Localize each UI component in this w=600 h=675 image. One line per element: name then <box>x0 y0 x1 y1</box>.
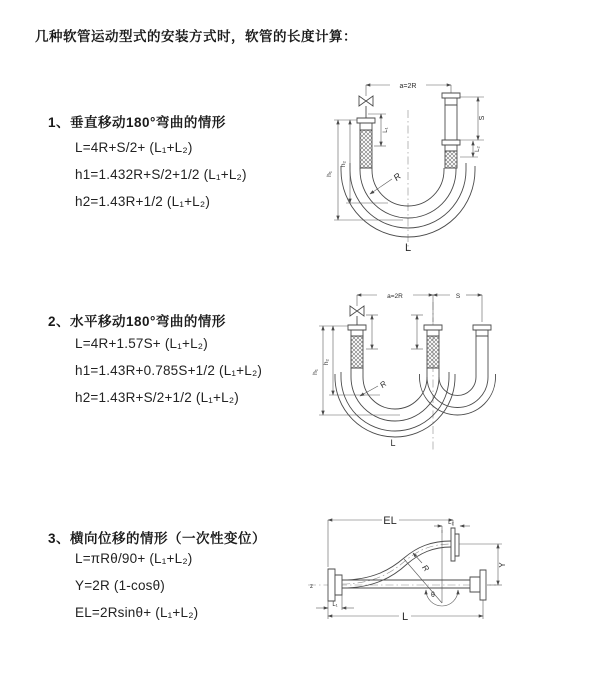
d2-label-r: R <box>378 379 389 390</box>
d3-left-flange <box>328 569 342 601</box>
d1-radius-leader <box>370 171 403 194</box>
d3-top-right-flange <box>451 528 459 561</box>
d2-valve-icon <box>350 295 364 325</box>
diagram-horizontal-180-bend <box>310 282 595 460</box>
d2-label-h2: h₂ <box>323 358 330 366</box>
d3-label-theta: θ <box>431 592 435 599</box>
section-3-heading: 3、横向位移的情形（一次性变位） <box>48 531 267 546</box>
section-1-formula-L: L=4R+S/2+ (L₁+L₂) <box>75 140 193 155</box>
section-3-formula-Y: Y=2R (1-cosθ) <box>75 578 166 593</box>
d3-label-z: z <box>310 584 313 590</box>
d1-valve-icon <box>359 85 373 118</box>
section-2-formula-h2: h2=1.43R+S/2+1/2 (L₁+L₂) <box>75 390 239 405</box>
d3-dim-el <box>328 515 453 567</box>
d1-left-fitting <box>357 118 375 168</box>
d2-label-s: S <box>455 293 461 300</box>
d3-label-r: R <box>420 563 431 574</box>
page-title: 几种软管运动型式的安装方式时，软管的长度计算： <box>35 29 357 44</box>
d1-label-l: L <box>404 242 412 254</box>
d1-label-h1: h₁ <box>326 171 333 177</box>
d3-label-el: EL <box>383 515 397 527</box>
diagram-lateral-displacement <box>300 500 600 652</box>
d1-label-r: R <box>391 170 403 183</box>
d3-label-l2: L₂ <box>448 520 454 526</box>
d3-label-y: Y <box>498 562 507 568</box>
d1-label-l1: L₁ <box>383 127 389 133</box>
d3-label-l1: L₁ <box>332 602 338 608</box>
d3-label-l: L <box>401 611 409 623</box>
section-1-heading: 1、垂直移动180°弯曲的情形 <box>48 115 226 130</box>
d1-label-s: S <box>479 115 486 121</box>
d2-hose-bends <box>335 372 496 437</box>
section-3-formula-L: L=πRθ/90+ (L₁+L₂) <box>75 551 193 566</box>
section-2-formula-h1: h1=1.43R+0.785S+1/2 (L₁+L₂) <box>75 363 263 378</box>
d1-dim-a2r <box>366 83 451 93</box>
d1-label-l2: L₂ <box>475 146 481 152</box>
section-2-heading: 2、水平移动180°弯曲的情形 <box>48 314 226 329</box>
d2-label-l: L <box>390 438 396 448</box>
d2-left-fitting <box>348 325 366 377</box>
d1-dim-l2 <box>460 141 481 157</box>
d2-right-fitting <box>473 325 491 377</box>
section-3-formula-EL: EL=2Rsinθ+ (L₁+L₂) <box>75 605 199 620</box>
section-1-formula-h2: h2=1.43R+1/2 (L₁+L₂) <box>75 194 211 209</box>
d2-label-h1: h₁ <box>312 369 319 375</box>
d1-label-a2r: a=2R <box>399 83 417 90</box>
section-1-formula-h1: h1=1.432R+S/2+1/2 (L₁+L₂) <box>75 167 247 182</box>
d1-right-fitting <box>442 93 460 168</box>
d2-dim-a2r <box>357 293 433 300</box>
d2-dim-fitting-left <box>366 315 378 349</box>
d1-label-h2: h₂ <box>340 160 347 168</box>
d3-hose-curve <box>342 541 451 588</box>
d2-dim-s <box>433 293 482 322</box>
d2-label-a2r: a=2R <box>387 293 403 300</box>
d1-dim-s <box>460 97 486 140</box>
d3-dim-l <box>328 600 483 623</box>
d3-radius-leader <box>413 553 431 574</box>
diagram-vertical-180-bend <box>308 70 580 262</box>
d2-dim-fitting-middle <box>411 315 423 349</box>
section-2-formula-L: L=4R+1.57S+ (L₁+L₂) <box>75 336 208 351</box>
